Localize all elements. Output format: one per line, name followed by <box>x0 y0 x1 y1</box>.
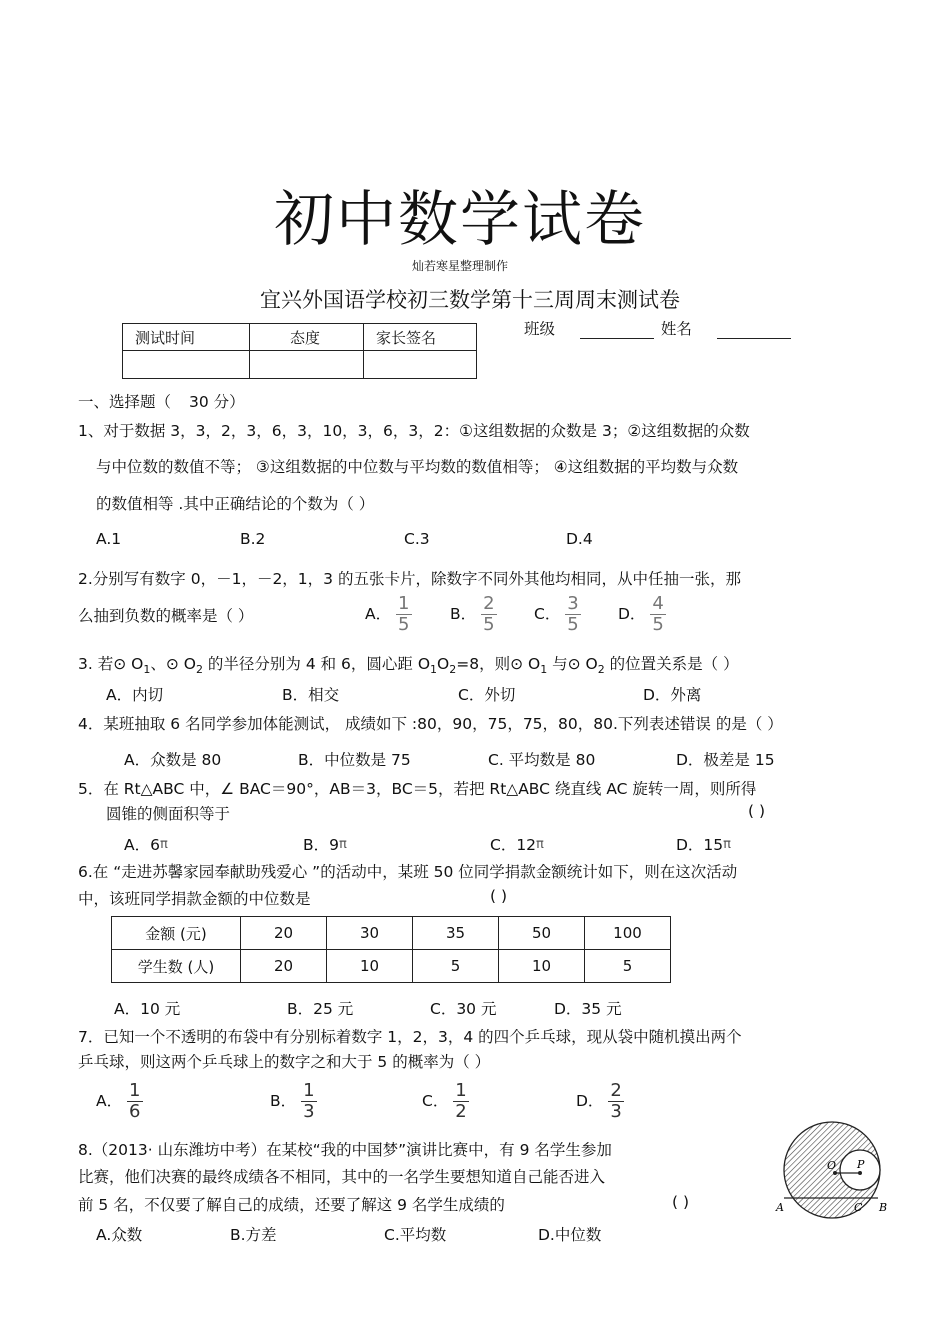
info-cell-time[interactable] <box>123 351 250 379</box>
q6-option-a[interactable]: A．10 元 <box>114 1000 181 1018</box>
table-cell: 5 <box>413 950 499 983</box>
q7-option-d[interactable] <box>576 1081 624 1122</box>
q2-option-b-label: B． <box>450 605 477 623</box>
info-cell-signature[interactable] <box>364 351 477 379</box>
table-cell: 100 <box>585 917 671 950</box>
q7-option-b[interactable] <box>270 1081 317 1122</box>
name-label: 姓名 <box>660 320 692 338</box>
class-blank[interactable] <box>580 320 654 339</box>
q2-option-d[interactable] <box>618 594 666 635</box>
circle-figure <box>770 1118 900 1222</box>
info-header-time: 测试时间 <box>123 324 250 351</box>
q8-line3: 前 5 名，不仅要了解自己的成绩，还要了解这 9 名学生成绩的 <box>78 1196 505 1214</box>
q2-option-d-fraction: $\frac{4}{5}$ <box>652 593 664 635</box>
q5-answer-paren: ( ) <box>748 802 766 820</box>
q7-option-b-fraction: $\frac{1}{3}$ <box>303 1080 315 1122</box>
table-cell: 学生数 (人) <box>112 950 241 983</box>
info-cell-attitude[interactable] <box>250 351 364 379</box>
q1-option-a[interactable]: A.1 <box>96 530 122 548</box>
q4-option-c[interactable]: C. 平均数是 80 <box>488 751 596 769</box>
q6-line1: 6.在 “走进苏馨家园奉献助残爱心 ”的活动中，某班 50 位同学捐款金额统计如下，则在这次活动 <box>78 863 738 881</box>
info-table <box>122 323 477 379</box>
q7-option-a-fraction: $\frac{1}{6}$ <box>129 1080 141 1122</box>
exam-title: 宜兴外国语学校初三数学第十三周周末测试卷 <box>260 288 680 312</box>
label-c: C <box>854 1201 863 1214</box>
q3-option-c[interactable]: C．外切 <box>458 686 516 704</box>
table-cell: 35 <box>413 917 499 950</box>
q5-option-b[interactable]: B．9π <box>303 836 347 854</box>
table-cell: 20 <box>241 950 327 983</box>
class-label: 班级 <box>524 320 556 338</box>
q6-option-b[interactable]: B．25 元 <box>287 1000 354 1018</box>
q2-option-b-fraction: $\frac{2}{5}$ <box>483 593 495 635</box>
q2-option-c[interactable] <box>534 594 581 635</box>
table-cell: 20 <box>241 917 327 950</box>
q8-line2: 比赛，他们决赛的最终成绩各不相同，其中的一名学生要想知道自己能否进入 <box>78 1168 606 1186</box>
table-cell: 5 <box>585 950 671 983</box>
q1-option-c[interactable]: C.3 <box>404 530 430 548</box>
table-cell: 10 <box>499 950 585 983</box>
donation-table <box>111 916 671 983</box>
q8-option-b[interactable]: B.方差 <box>230 1226 277 1244</box>
q4-option-a[interactable]: A．众数是 80 <box>124 751 222 769</box>
pi-symbol: π <box>159 837 168 852</box>
q5-option-d[interactable]: D．15π <box>676 836 731 854</box>
q7-option-a[interactable] <box>96 1081 143 1122</box>
q2-option-b[interactable] <box>450 594 497 635</box>
q4-option-d[interactable]: D．极差是 15 <box>676 751 775 769</box>
q3-option-b[interactable]: B．相交 <box>282 686 340 704</box>
q7-option-b-label: B． <box>270 1092 297 1110</box>
page-title: 初中数学试卷 <box>274 185 646 255</box>
class-name-fields <box>524 317 793 339</box>
q7-option-c-fraction: $\frac{1}{2}$ <box>455 1080 467 1122</box>
label-b: B <box>879 1201 888 1214</box>
q2-option-d-label: D． <box>618 605 646 623</box>
table-cell: 30 <box>327 917 413 950</box>
q7-option-c[interactable] <box>422 1081 469 1122</box>
q7-option-d-fraction: $\frac{2}{3}$ <box>610 1080 622 1122</box>
table-cell: 金额 (元) <box>112 917 241 950</box>
q7-option-d-label: D． <box>576 1092 604 1110</box>
info-header-attitude: 态度 <box>250 324 364 351</box>
table-row <box>112 917 671 950</box>
q2-option-c-label: C． <box>534 605 561 623</box>
q2-line2: 么抽到负数的概率是（ ） <box>78 607 254 625</box>
info-header-signature: 家长签名 <box>364 324 477 351</box>
q6-answer-paren: ( ) <box>490 887 508 905</box>
q1-option-b[interactable]: B.2 <box>240 530 266 548</box>
q3-line1: 3. 若⊙ $O_1$、⊙ $O_2$ 的半径分别为 4 和 6，圆心距 $O_1O_2=8$，则⊙ $O_1$ 与⊙ $O_2$ 的位置关系是（ ） <box>78 655 739 677</box>
section-heading-text: 一、选择题（ <box>78 393 172 411</box>
q5-option-a[interactable]: A．6π <box>124 836 168 854</box>
q4-option-b[interactable]: B．中位数是 75 <box>298 751 411 769</box>
q2-option-a-fraction: $\frac{1}{5}$ <box>398 593 410 635</box>
q3-option-a[interactable]: A．内切 <box>106 686 164 704</box>
q5-line2: 圆锥的侧面积等于 <box>106 805 231 823</box>
table-cell: 50 <box>499 917 585 950</box>
q6-option-c[interactable]: C．30 元 <box>430 1000 497 1018</box>
q8-option-c[interactable]: C.平均数 <box>384 1226 447 1244</box>
q1-line2: 与中位数的数值不等； ③这组数据的中位数与平均数的数值相等； ④这组数据的平均数与众数 <box>96 458 739 476</box>
q5-option-c[interactable]: C．12π <box>490 836 544 854</box>
q2-line1: 2.分别写有数字 0，－1，－2，1，3 的五张卡片，除数字不同外其他均相同，从中任抽一张，那 <box>78 570 741 588</box>
page-subtitle: 灿若寒星整理制作 <box>411 259 508 273</box>
table-row <box>112 950 671 983</box>
label-p: P <box>857 1158 865 1171</box>
point-p <box>858 1171 862 1175</box>
name-blank[interactable] <box>717 320 791 339</box>
pi-symbol: π <box>723 837 731 852</box>
section-points: 30 分） <box>189 393 245 411</box>
table-cell: 10 <box>327 950 413 983</box>
q7-line2: 乒乓球，则这两个乒乓球上的数字之和大于 5 的概率为（ ） <box>78 1053 491 1071</box>
q2-option-a[interactable] <box>365 594 412 635</box>
section-heading <box>78 390 245 412</box>
q7-line1: 7．已知一个不透明的布袋中有分别标着数字 1，2，3，4 的四个乒乓球，现从袋中随机摸出两个 <box>78 1028 742 1046</box>
q3-option-d[interactable]: D．外离 <box>643 686 702 704</box>
q1-line1: 1、对于数据 3，3，2，3，6，3，10，3，6，3，2：①这组数据的众数是 3；②这组数据的众数 <box>78 422 750 440</box>
q1-option-d[interactable]: D.4 <box>566 530 593 548</box>
q2-option-c-fraction: $\frac{3}{5}$ <box>567 593 579 635</box>
label-o: O <box>827 1159 837 1172</box>
pi-symbol: π <box>536 837 544 852</box>
q2-option-a-label: A． <box>365 605 392 623</box>
q1-line3: 的数值相等 .其中正确结论的个数为（ ） <box>96 495 375 513</box>
q8-answer-paren: ( ) <box>672 1193 690 1211</box>
q6-line2: 中，该班同学捐款金额的中位数是 <box>78 890 311 908</box>
q8-line1: 8.（2013· 山东潍坊中考）在某校“我的中国梦”演讲比赛中，有 9 名学生参加 <box>78 1141 612 1159</box>
q4-line1: 4．某班抽取 6 名同学参加体能测试， 成绩如下 :80，90，75，75，80，80.下列表述错误 的是（ ） <box>78 715 783 733</box>
q8-option-d[interactable]: D.中位数 <box>538 1226 602 1244</box>
q7-option-c-label: C． <box>422 1092 449 1110</box>
label-a: A <box>776 1201 784 1214</box>
q6-option-d[interactable]: D．35 元 <box>554 1000 622 1018</box>
q5-line1: 5．在 Rt△ABC 中，∠ BAC＝90°，AB＝3，BC＝5，若把 Rt△ABC 绕直线 AC 旋转一周，则所得 <box>78 780 757 798</box>
q7-option-a-label: A． <box>96 1092 123 1110</box>
q8-option-a[interactable]: A.众数 <box>96 1226 143 1244</box>
pi-symbol: π <box>339 837 347 852</box>
